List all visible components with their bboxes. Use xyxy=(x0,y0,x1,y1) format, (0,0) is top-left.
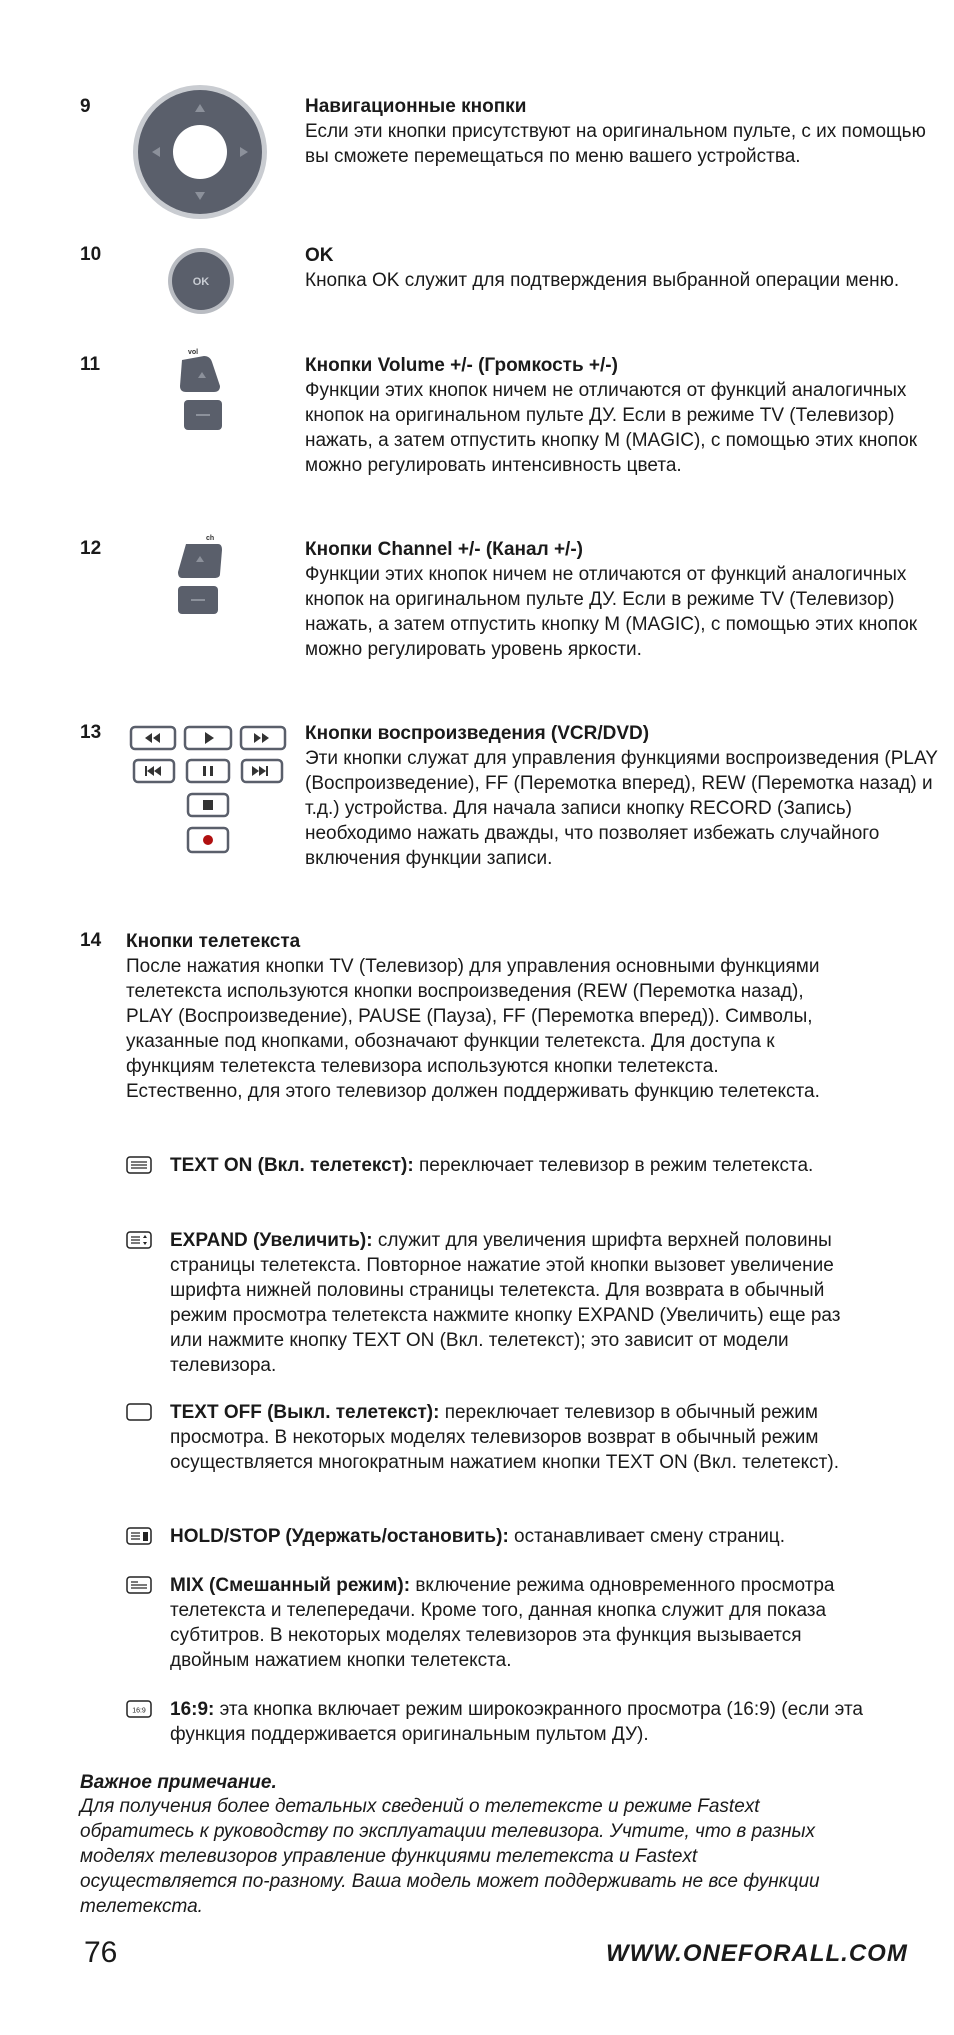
mix-icon xyxy=(126,1575,152,1595)
entry-desc: останавливает смену страниц. xyxy=(508,1526,785,1547)
16-9-icon-label: 16:9 xyxy=(132,1707,146,1715)
ok-icon-label: OK xyxy=(192,276,210,288)
item-number: 10 xyxy=(80,244,102,265)
entry-desc: переключает телевизор в режим телетекста. xyxy=(413,1155,814,1176)
entry-label: TEXT OFF (Выкл. телетекст): xyxy=(170,1402,440,1423)
item-text: Если эти кнопки присутствуют на оригинальном пульте, с их помощью вы сможете перемещаться по меню вашего устройства. xyxy=(305,121,926,167)
item-number: 14 xyxy=(80,930,102,951)
entry-label: EXPAND (Увеличить): xyxy=(170,1230,373,1251)
channel-buttons-icon xyxy=(174,532,226,618)
item-block xyxy=(305,353,945,478)
playback-buttons-icon xyxy=(128,724,290,858)
entry-label: TEXT ON (Вкл. телетекст): xyxy=(170,1155,414,1176)
entry-label: 16:9: xyxy=(170,1699,215,1720)
ok-button-icon xyxy=(166,246,236,316)
teletext-block xyxy=(126,929,826,1104)
navigation-pad-icon xyxy=(130,82,270,222)
item-title: Кнопки воспроизведения (VCR/DVD) xyxy=(305,723,650,744)
item-block xyxy=(305,94,945,169)
item-text: Функции этих кнопок ничем не отличаются от функций аналогичных кнопок на оригинальном пульте ДУ. Если в режиме TV (Телевизор) нажать, а затем отпустить кнопку M (MAGIC), с помощью этих кнопок можно регулировать уровень яркости. xyxy=(305,564,918,660)
volume-buttons-icon xyxy=(176,346,228,434)
entry-desc: включение режима одновременного просмотра телетекста и телепередачи. Кроме того, данная кнопка служит для показа субтитров. В некоторых моделях телевизоров эта функция вызывается двойным нажатием кнопки телетекста. xyxy=(170,1575,835,1671)
entry-desc: эта кнопка включает режим широкоэкранного просмотра (16:9) (если эта функция поддерживается оригинальным пультом ДУ). xyxy=(170,1699,863,1745)
page-number: 76 xyxy=(84,1936,118,1969)
item-block xyxy=(305,537,945,662)
website-url: WWW.ONEFORALL.COM xyxy=(606,1940,908,1967)
expand-icon xyxy=(126,1230,152,1250)
item-number: 12 xyxy=(80,538,102,559)
item-text: Кнопка OK служит для подтверждения выбранной операции меню. xyxy=(305,270,900,291)
teletext-text: После нажатия кнопки TV (Телевизор) для управления основными функциями телетекста используются кнопки воспроизведения (REW (Перемотка назад), PLAY (Воспроизведение), PAUSE (Пауза), FF (Перемотка вперед)). Символы, указанные под кнопками, обозначают функции телетекста. Для доступа к функциям телетекста телевизора используются кнопки телетекста. Естественно, для этого телевизор должен поддерживать функцию телетекста. xyxy=(126,956,820,1102)
item-text: Эти кнопки служат для управления функциями воспроизведения (PLAY (Воспроизведение), FF (Перемотка вперед), REW (Перемотка назад) и т.д.) устройства. Для начала записи кнопку RECORD (Запись) необходимо нажать дважды, что позволяет избежать случайного включения функции записи. xyxy=(305,748,938,869)
entry-desc: служит для увеличения шрифта верхней половины страницы телетекста. Повторное нажатие этой кнопки вызовет увеличение шрифта нижней половины страницы телетекста. Для возврата в обычный режим просмотра телетекста нажмите кнопку EXPAND (Увеличить) еще раз или нажмите кнопку TEXT ON (Вкл. телетекст); это зависит от модели телевизора. xyxy=(170,1230,841,1376)
item-block xyxy=(305,243,945,293)
item-number: 11 xyxy=(80,354,101,375)
note-title: Важное примечание. xyxy=(80,1772,277,1793)
teletext-title: Кнопки телетекста xyxy=(126,931,301,952)
text-off-icon xyxy=(126,1402,152,1422)
text-on-icon xyxy=(126,1155,152,1175)
important-note xyxy=(80,1772,840,1919)
entry-desc: переключает телевизор в обычный режим просмотра. В некоторых моделях телевизоров возврат в обычный режим осуществляется многократным нажатием кнопки TEXT ON (Вкл. телетекст). xyxy=(170,1402,839,1473)
item-block xyxy=(305,721,945,871)
item-title: OK xyxy=(305,245,334,266)
item-title: Навигационные кнопки xyxy=(305,96,527,117)
hold-stop-icon xyxy=(126,1526,152,1546)
item-number: 9 xyxy=(80,96,91,117)
item-title: Кнопки Volume +/- (Громкость +/-) xyxy=(305,355,618,376)
item-text: Функции этих кнопок ничем не отличаются от функций аналогичных кнопок на оригинальном пульте ДУ. Если в режиме TV (Телевизор) нажать, а затем отпустить кнопку M (MAGIC), с помощью этих кнопок можно регулировать интенсивность цвета. xyxy=(305,380,918,476)
ch-icon-label: ch xyxy=(206,535,215,542)
item-title: Кнопки Channel +/- (Канал +/-) xyxy=(305,539,583,560)
note-text: Для получения более детальных сведений о телетексте и режиме Fastext обратитесь к руководству по эксплуатации телевизора. Учтите, что в разных моделях телевизоров управление функциями телетекста и Fastext осуществляется по-разному. Ваша модель может поддерживать не все функции телетекста. xyxy=(80,1796,820,1917)
entry-label: HOLD/STOP (Удержать/остановить): xyxy=(170,1526,509,1547)
vol-icon-label: vol xyxy=(188,349,199,356)
item-number: 13 xyxy=(80,722,102,743)
entry-label: MIX (Смешанный режим): xyxy=(170,1575,411,1596)
16-9-icon xyxy=(126,1699,152,1719)
